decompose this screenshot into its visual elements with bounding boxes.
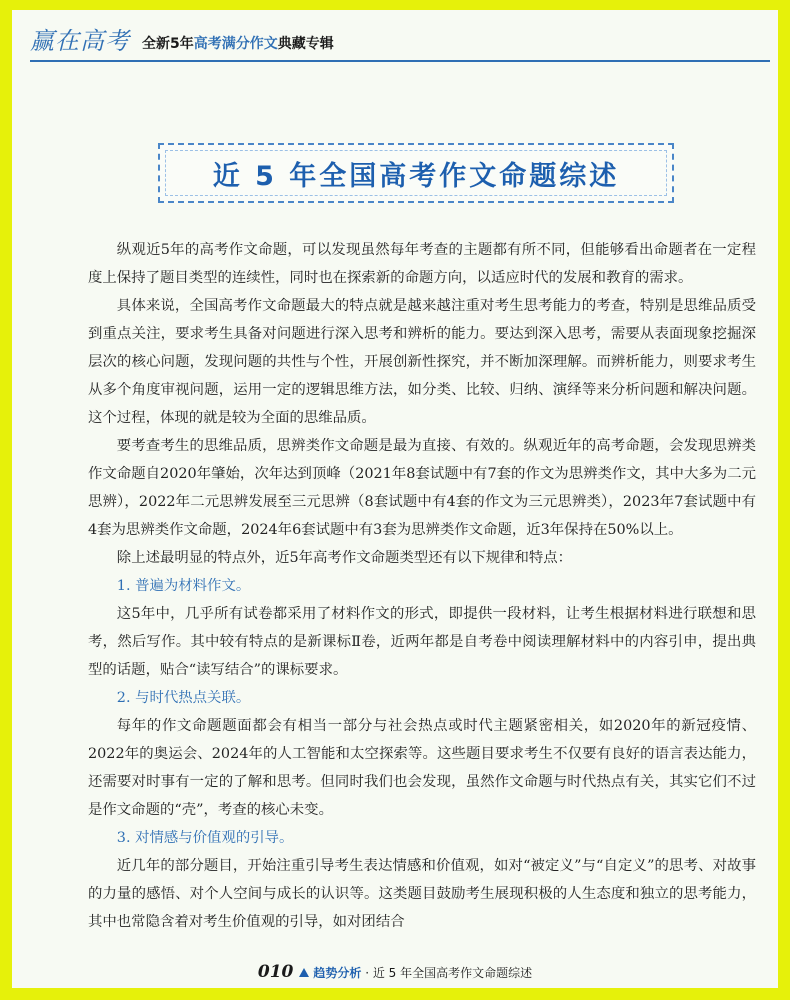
page-number: 010 — [257, 962, 294, 982]
triangle-icon — [299, 968, 309, 977]
footer-section: 趋势分析 — [313, 966, 362, 980]
article-body — [88, 236, 756, 936]
series-subtitle — [142, 33, 334, 56]
header-rule — [30, 60, 770, 62]
section-heading: 2. 与时代热点关联。 — [116, 690, 251, 706]
paragraph: 这5年中，几乎所有试卷都采用了材料作文的形式，即提供一段材料，让考生根据材料进行联想和思考，然后写作。其中较有特点的是新课标Ⅱ卷，近两年都是自考卷中阅读理解材料中的内容引申，提出典型的话题，贴合“读写结合”的课标要求。 — [88, 606, 756, 678]
brand-title: 赢在高考 — [30, 27, 130, 55]
page-header — [30, 22, 334, 56]
section-heading: 3. 对情感与价值观的引导。 — [116, 830, 294, 846]
footer-chapter: 近 5 年全国高考作文命题综述 — [372, 966, 533, 980]
paragraph: 纵观近5年的高考作文命题，可以发现虽然每年考查的主题都有所不同，但能够看出命题者在一定程度上保持了题目类型的连续性，同时也在探索新的命题方向，以适应时代的发展和教育的需求。 — [88, 242, 756, 286]
paragraph: 近几年的部分题目，开始注重引导考生表达情感和价值观，如对“被定义”与“自定义”的思考、对故事的力量的感悟、对个人空间与成长的认识等。这类题目鼓励考生展现积极的人生态度和独立的思考能力，其中也常隐含着对考生价值观的引导，如对团结合 — [88, 858, 756, 930]
paragraph: 每年的作文命题题面都会有相当一部分与社会热点或时代主题紧密相关，如2020年的新冠疫情、2022年的奥运会、2024年的人工智能和太空探索等。这些题目要求考生不仅要有良好的语言表达能力，还需要对时事有一定的了解和思考。但同时我们也会发现，虽然作文命题与时代热点有关，其实它们不过是作文命题的“壳”，考查的核心未变。 — [88, 718, 756, 818]
section-heading: 1. 普遍为材料作文。 — [116, 578, 251, 594]
footer-separator: · — [365, 966, 370, 980]
paragraph: 具体来说，全国高考作文命题最大的特点就是越来越注重对考生思考能力的考查，特别是思维品质受到重点关注，要求考生具备对问题进行深入思考和辨析的能力。要达到深入思考，需要从表面现象挖掘深层次的核心问题，发现问题的共性与个性，开展创新性探究，并不断加深理解。而辨析能力，则要求考生从多个角度审视问题，运用一定的逻辑思维方法，如分类、比较、归纳、演绎等来分析问题和解决问题。这个过程，体现的就是较为全面的思维品质。 — [88, 298, 756, 426]
paragraph: 要考查考生的思维品质，思辨类作文命题是最为直接、有效的。纵观近年的高考命题，会发现思辨类作文命题自2020年肇始，次年达到顶峰（2021年8套试题中有7套的作文为思辨类作文，其中大多为二元思辨），2022年二元思辨发展至三元思辨（8套试题中有4套的作文为三元思辨类），2023年7套试题中有4套为思辨类作文命题，2024年6套试题中有3套为思辨类作文命题，近3年保持在50%以上。 — [88, 438, 756, 538]
subtitle-highlight: 高考满分作文 — [193, 36, 278, 52]
subtitle-prefix: 全新5年 — [142, 36, 194, 52]
page-title: 近 5 年全国高考作文命题综述 — [212, 160, 620, 192]
title-box — [158, 143, 674, 203]
page-footer — [0, 962, 790, 982]
paragraph: 除上述最明显的特点外，近5年高考作文命题类型还有以下规律和特点： — [116, 550, 573, 566]
subtitle-suffix: 典藏专辑 — [277, 36, 334, 52]
